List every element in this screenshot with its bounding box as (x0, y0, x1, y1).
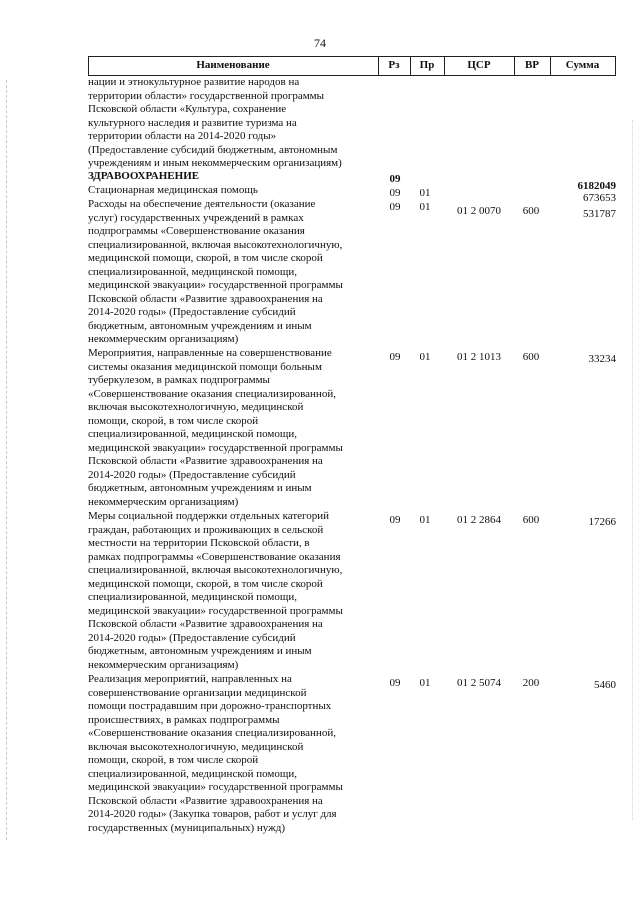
row-vr: 600 (522, 514, 540, 526)
row-rz: 09 (389, 173, 401, 185)
row-name: Меры социальной поддержки отдельных категорий граждан, работающих и проживающих в сельской местности на территории Псковской области, в рамках подпрограммы «Совершенствование оказания специализированной, включая высокотехнологичную, медицинской помощи, скорой, в том числе скорой специализированной, медицинской помощи, медицинской эвакуации» государственной программы Псковской области «Развитие здравоохранения на 2014-2020 годы» (Предоставление субсидий бюджетным, автономным учреждениям и иным некоммерческим организациям) (88, 510, 343, 671)
scan-edge-left (6, 80, 8, 840)
row-name: Расходы на обеспечение деятельности (оказание услуг) государственных учреждений в рамках подпрограммы «Совершенствование оказания специализированной, включая высокотехнологичную, медицинской помощи, скорой, в том числе скорой специализированной, медицинской помощи, медицинской эвакуации» государственной программы Псковской области «Развитие здравоохранения на 2014-2020 годы» (Предоставление субсидий бюджетным, автономным учреждениям и иным некоммерческим организациям) (88, 198, 343, 345)
row-pr: 01 (419, 677, 431, 689)
row-csr: 01 2 2864 (457, 514, 501, 526)
page-number: 74 (314, 36, 326, 50)
table-header (88, 56, 616, 76)
row-name: Стационарная медицинская помощь (88, 184, 258, 196)
scan-edge-right (632, 120, 634, 820)
row-name: Реализация мероприятий, направленных на совершенствование организации медицинской помощи пострадавшим при дорожно-транспортных происшествиях, в рамках подпрограммы «Совершенствование оказания специализированной, включая высокотехнологичную, медицинской помощи, скорой, в том числе скорой специализированной, медицинской помощи, медицинской эвакуации» государственной программы Псковской области «Развитие здравоохранения на 2014-2020 годы» (Закупка товаров, работ и услуг для государственных (муниципальных) нужд) (88, 673, 343, 834)
header-vr: ВР (524, 59, 540, 71)
row-csr: 01 2 1013 (457, 351, 501, 363)
row-rz: 09 (389, 201, 401, 213)
row-sum: 17266 (588, 516, 616, 528)
row-name: нации и этнокультурное развитие народов на территории области» государственной программы Псковской области «Культура, сохранение культурного наследия и развитие туризма на территории области на 2014-2020 годы» (Предоставление субсидий бюджетным, автономным учреждениям и иным некоммерческим организациям) (88, 76, 342, 169)
header-csr: ЦСР (467, 59, 491, 71)
row-sum: 5460 (594, 679, 616, 691)
header-pr: Пр (419, 59, 435, 71)
row-rz: 09 (389, 351, 401, 363)
row-sum: 531787 (583, 208, 616, 220)
row-csr: 01 2 5074 (457, 677, 501, 689)
row-pr: 01 (419, 201, 431, 213)
header-sum: Сумма (565, 59, 600, 71)
header-name: Наименование (196, 59, 270, 71)
row-rz: 09 (389, 187, 401, 199)
row-pr: 01 (419, 187, 431, 199)
row-vr: 200 (522, 677, 540, 689)
row-vr: 600 (522, 351, 540, 363)
row-sum: 673653 (583, 192, 616, 204)
row-csr: 01 2 0070 (457, 205, 501, 217)
row-sum: 6182049 (577, 180, 616, 192)
row-rz: 09 (389, 677, 401, 689)
header-divider (615, 56, 616, 76)
row-rz: 09 (389, 514, 401, 526)
section-title: ЗДРАВООХРАНЕНИЕ (88, 170, 200, 182)
row-vr: 600 (522, 205, 540, 217)
header-rz: Рз (388, 59, 400, 71)
row-pr: 01 (419, 351, 431, 363)
row-sum: 33234 (588, 353, 616, 365)
row-name: Мероприятия, направленные на совершенствование системы оказания медицинской помощи больным туберкулезом, в рамках подпрограммы «Совершенствование оказания специализированной, включая высокотехнологичную, медицинской помощи, скорой, в том числе скорой специализированной, медицинской помощи, медицинской эвакуации» государственной программы Псковской области «Развитие здравоохранения на 2014-2020 годы» (Предоставление субсидий бюджетным, автономным учреждениям и иным некоммерческим организациям) (88, 347, 343, 508)
row-pr: 01 (419, 514, 431, 526)
